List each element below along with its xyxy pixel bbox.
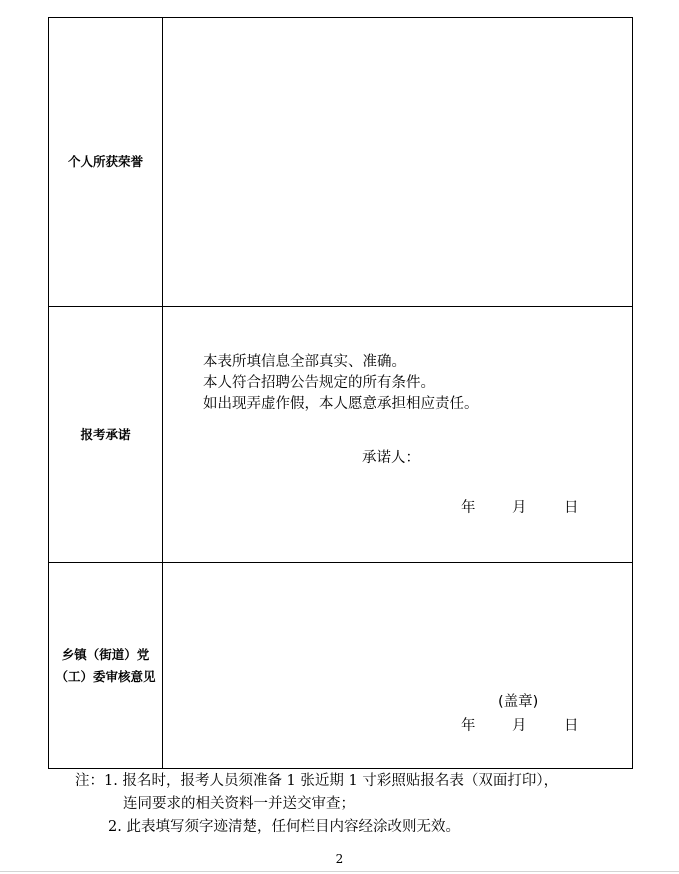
- page-number: 2: [335, 852, 344, 866]
- pledge-label: 报考承诺: [49, 307, 163, 563]
- honors-label: 个人所获荣誉: [49, 18, 163, 307]
- review-row: [49, 563, 633, 769]
- notes-section: [75, 770, 558, 839]
- review-date: [461, 714, 579, 735]
- stamp-label: (盖章): [498, 694, 539, 710]
- signer-label: 承诺人：: [362, 450, 420, 466]
- date-year: 年: [461, 500, 476, 516]
- page-edge-divider: [0, 871, 679, 872]
- application-form-table: [48, 17, 633, 769]
- date-month: 月: [512, 500, 527, 516]
- note-prefix: 注：1.: [75, 773, 118, 789]
- date-day: 日: [564, 500, 579, 516]
- note-item-2: 2. 此表填写须字迹清楚，任何栏目内容经涂改则无效。: [108, 819, 460, 835]
- date-month: 月: [512, 718, 527, 734]
- pledge-content-cell: [163, 307, 633, 563]
- date-year: 年: [461, 718, 476, 734]
- note-item-1: [75, 770, 558, 793]
- honors-row: [49, 18, 633, 307]
- pledge-row: [49, 307, 633, 563]
- note-text: 报名时，报考人员须准备 1 张近期 1 寸彩照贴报名表（双面打印），: [122, 773, 559, 789]
- pledge-line: 本人符合招聘公告规定的所有条件。: [203, 375, 435, 391]
- review-content-cell: [163, 563, 633, 769]
- note-item-1-continued: 连同要求的相关资料一并送交审查；: [123, 796, 355, 812]
- review-label-line: 乡镇（街道）党: [61, 646, 150, 662]
- review-label-line: （工）委审核意见: [55, 668, 156, 684]
- pledge-statements: [203, 352, 479, 415]
- pledge-line: 如出现弄虚作假，本人愿意承担相应责任。: [203, 396, 479, 412]
- date-day: 日: [564, 718, 579, 734]
- pledge-line: 本表所填信息全部真实、准确。: [203, 354, 406, 370]
- honors-content-cell: [163, 18, 633, 307]
- pledge-date: [461, 496, 579, 517]
- review-label: [49, 563, 163, 769]
